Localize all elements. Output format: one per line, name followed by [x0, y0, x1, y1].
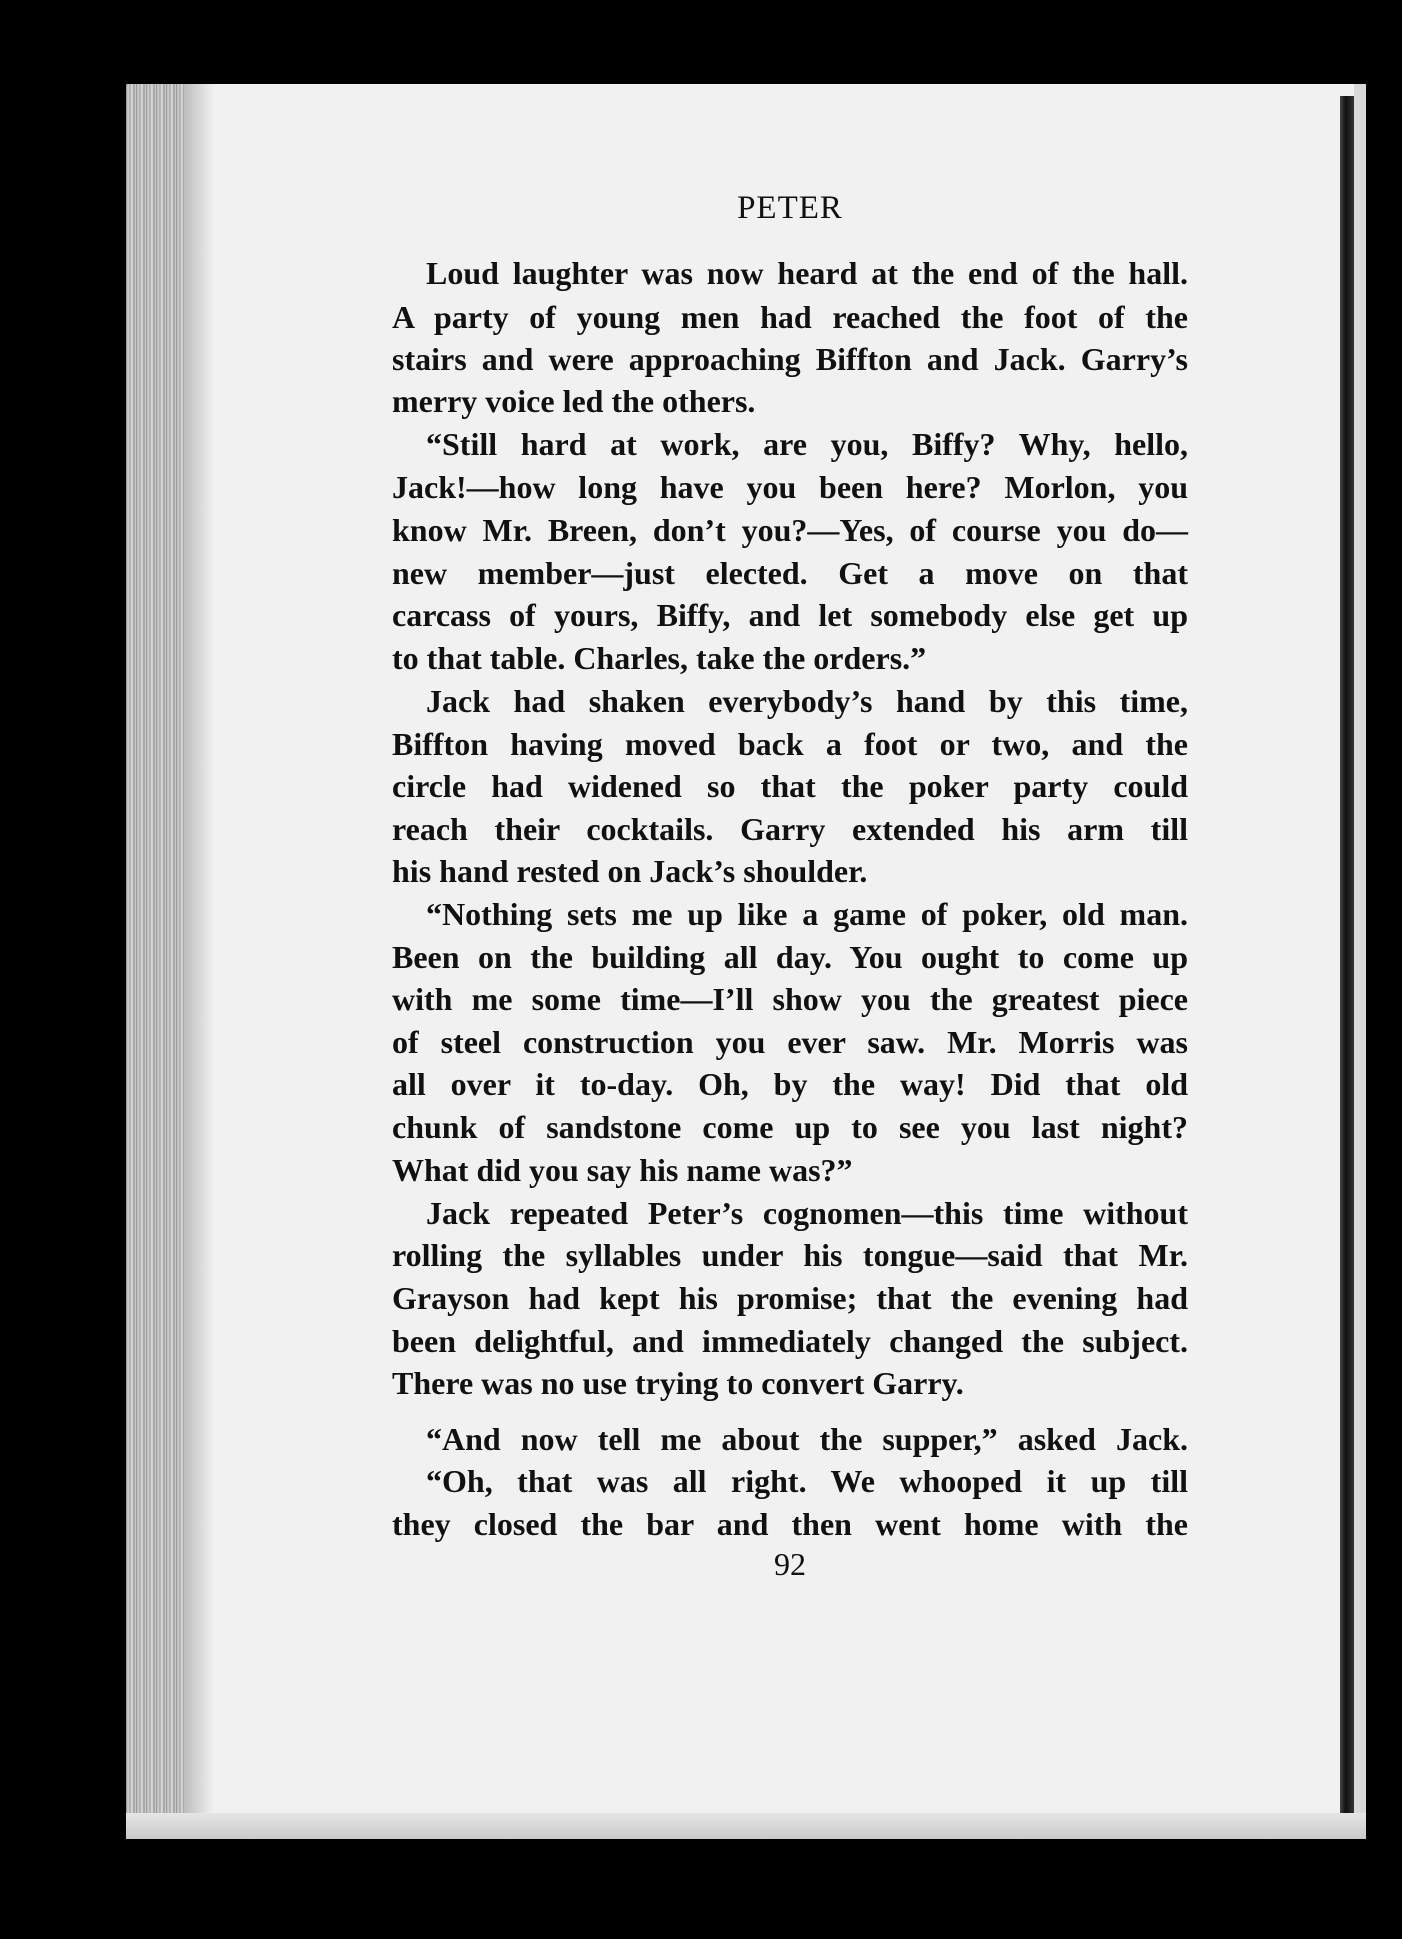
- text-line: they closed the bar and then went home with the: [392, 1506, 1188, 1542]
- text-line: to that table. Charles, take the orders.”: [392, 640, 927, 676]
- text-line: Biffton having moved back a foot or two, and the: [392, 726, 1188, 762]
- text-line: with me some time—I’ll show you the greatest piece: [392, 981, 1188, 1017]
- text-line: What did you say his name was?”: [392, 1152, 853, 1188]
- text-line: been delightful, and immediately changed the subject.: [392, 1323, 1188, 1359]
- page-edge-right: [1354, 84, 1366, 1839]
- text-line: stairs and were approaching Biffton and Jack. Garry’s: [392, 341, 1188, 377]
- text-line: Jack had shaken everybody’s hand by this time,: [426, 683, 1188, 719]
- text-line: carcass of yours, Biffy, and let somebody else get up: [392, 597, 1188, 633]
- text-line: “Still hard at work, are you, Biffy? Why, hello,: [426, 426, 1188, 462]
- text-line: Jack!—how long have you been here? Morlon, you: [392, 469, 1188, 505]
- page-bottom-edge: [126, 1813, 1366, 1839]
- text-line: “Oh, that was all right. We whooped it up till: [426, 1463, 1188, 1499]
- text-line: merry voice led the others.: [392, 383, 756, 419]
- running-head: PETER: [737, 190, 843, 226]
- text-line: know Mr. Breen, don’t you?—Yes, of course you do—: [392, 512, 1188, 548]
- text-line: his hand rested on Jack’s shoulder.: [392, 853, 868, 889]
- text-line: rolling the syllables under his tongue—said that Mr.: [392, 1237, 1188, 1273]
- text-line: new member—just elected. Get a move on that: [392, 555, 1188, 591]
- page-gutter-binding: [126, 84, 184, 1839]
- gutter-shadow: [184, 84, 214, 1839]
- text-line: Been on the building all day. You ought to come up: [392, 939, 1188, 975]
- text-line: There was no use trying to convert Garry.: [392, 1365, 964, 1401]
- text-line: chunk of sandstone come up to see you last night?: [392, 1109, 1188, 1145]
- text-line: of steel construction you ever saw. Mr. Morris was: [392, 1024, 1188, 1060]
- page-edge-shadow: [1340, 96, 1354, 1826]
- text-line: reach their cocktails. Garry extended his arm till: [392, 811, 1188, 847]
- text-line: all over it to-day. Oh, by the way! Did that old: [392, 1066, 1188, 1102]
- text-line: Grayson had kept his promise; that the evening had: [392, 1280, 1188, 1316]
- text-line: circle had widened so that the poker party could: [392, 768, 1188, 804]
- text-line: “And now tell me about the supper,” asked Jack.: [426, 1421, 1188, 1457]
- text-line: Jack repeated Peter’s cognomen—this time without: [426, 1195, 1188, 1231]
- text-line: Loud laughter was now heard at the end of the hall.: [426, 255, 1188, 291]
- text-line: “Nothing sets me up like a game of poker, old man.: [426, 896, 1188, 932]
- text-line: A party of young men had reached the foot of the: [392, 299, 1188, 335]
- page-number: 92: [774, 1546, 806, 1582]
